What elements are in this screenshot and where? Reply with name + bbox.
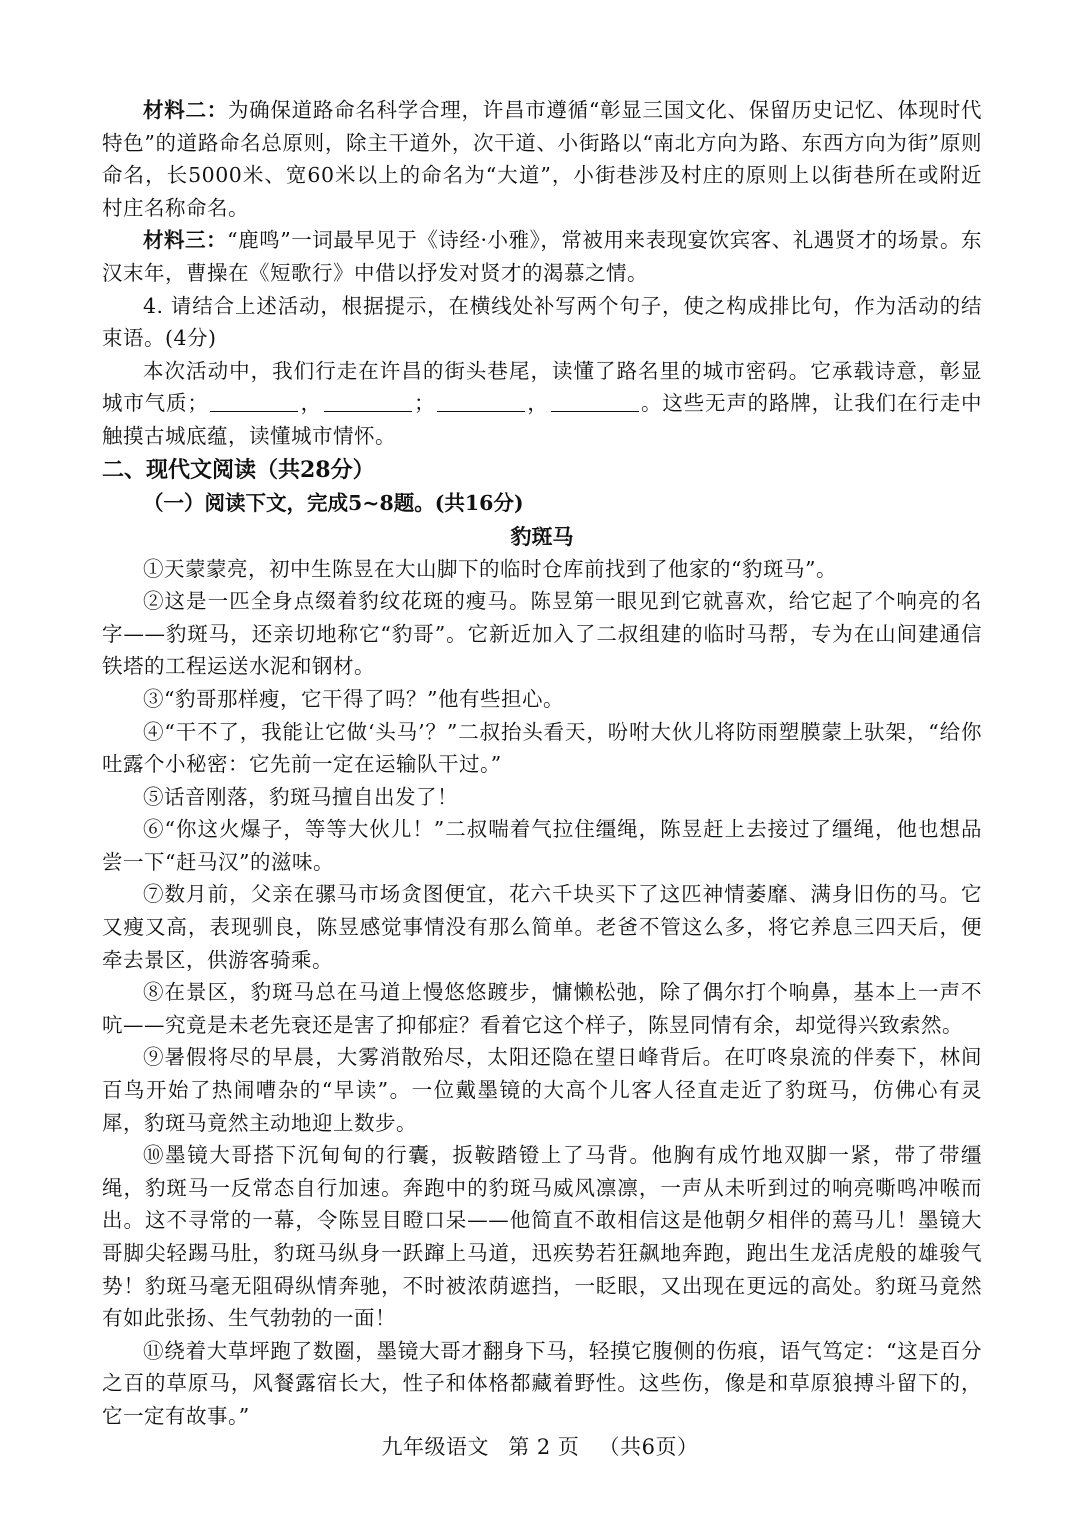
material-3-text: “鹿鸣”一词最早见于《诗经·小雅》，常被用来表现宴饮宾客、礼遇贤才的场景。东汉末年，曹操在《短歌行》中借以抒发对贤才的渴慕之情。 (102, 228, 982, 285)
page-content (102, 94, 982, 1433)
answer-blank-4[interactable] (551, 393, 639, 412)
article-paragraph: ③“豹哥那样瘦，它干得了吗？”他有些担心。 (143, 686, 564, 711)
footer-subject: 九年级语文 (381, 1435, 490, 1459)
material-2-text: 为确保道路命名科学合理，许昌市遵循“彰显三国文化、保留历史记忆、体现时代特色”的道路命名总原则，除主干道外，次干道、小街路以“南北方向为路、东西方向为街”原则命名，长5000米、宽60米以上的命名为“大道”，小街巷涉及村庄的原则上以街巷所在或附近村庄名称命名。 (102, 98, 983, 220)
article-paragraph: ①天蒙蒙亮，初中生陈昱在大山脚下的临时仓库前找到了他家的“豹斑马”。 (143, 556, 837, 581)
answer-blank-1[interactable] (210, 393, 298, 412)
article-paragraph: ⑥“你这火爆子，等等大伙儿！”二叔喘着气拉住缰绳，陈昱赶上去接过了缰绳，他也想品尝一下“赶马汉”的滋味。 (102, 817, 982, 874)
question-4-prompt: 4. 请结合上述活动，根据提示，在横线处补写两个句子，使之构成排比句，作为活动的结束语。(4分) (102, 293, 982, 351)
article-paragraph: ④“干不了，我能让它做‘头马’？”二叔抬头看天，吩咐大伙儿将防雨塑膜蒙上驮架，“给你吐露个小秘密：它先前一定在运输队干过。” (102, 719, 982, 777)
footer-total-pages: （共6页） (598, 1435, 699, 1459)
section-2-title: 二、现代文阅读（共28分） (102, 456, 375, 483)
answer-blank-2[interactable] (324, 393, 412, 412)
answer-text-after: 。这些无声的路牌，让我们在行走中触摸古城底蕴，读懂城市情怀。 (102, 391, 983, 448)
material-2-label: 材料二： (143, 98, 228, 122)
question-4-answer-text (102, 355, 982, 453)
footer-page-number: 第 2 页 (508, 1435, 580, 1459)
answer-separator-2: ； (414, 391, 436, 416)
article-paragraph: ⑤话音刚落，豹斑马擅自出发了！ (143, 784, 458, 809)
article-paragraph: ②这是一匹全身点缀着豹纹花斑的瘦马。陈昱第一眼见到它就喜欢，给它起了个响亮的名字——豹斑马，还亲切地称它“豹哥”。它新近加入了二叔组建的临时马帮，专为在山间建通信铁塔的工程运送水泥和钢材。 (102, 589, 982, 679)
article-paragraph: ⑦数月前，父亲在骡马市场贪图便宜，花六千块买下了这匹神情萎靡、满身旧伤的马。它又瘦又高，表现驯良，陈昱感觉事情没有那么简单。老爸不管这么多，将它养息三四天后，便牵去景区，供游客骑乘。 (102, 882, 982, 972)
material-2 (102, 94, 982, 224)
answer-blank-3[interactable] (437, 393, 525, 412)
answer-separator-3: ， (527, 391, 549, 416)
article-title: 豹斑马 (510, 523, 574, 549)
article-paragraph: ⑩墨镜大哥搭下沉甸甸的行囊，扳鞍踏镫上了马背。他胸有成竹地双脚一紧，带了带缰绳，豹斑马一反常态自行加速。奔跑中的豹斑马威风凛凛，一声从未听到过的响亮嘶鸣冲喉而出。这不寻常的一幕，令陈昱目瞪口呆——他简直不敢相信这是他朝夕相伴的蔫马儿！墨镜大哥脚尖轻踢马肚，豹斑马纵身一跃蹿上马道，迅疾势若狂飙地奔跑，跑出生龙活虎般的雄骏气势！豹斑马毫无阻碍纵情奔驰，不时被浓荫遮挡，一眨眼，又出现在更远的高处。豹斑马竟然有如此张扬、生气勃勃的一面！ (102, 1143, 982, 1331)
article-paragraph: ⑪绕着大草坪跑了数圈，墨镜大哥才翻身下马，轻摸它腹侧的伤痕，语气笃定：“这是百分之百的草原马，风餐露宿长大，性子和体格都藏着野性。这些伤，像是和草原狼搏斗留下的，它一定有故事。” (102, 1338, 982, 1428)
page-footer (0, 1432, 1080, 1462)
article-paragraph: ⑨暑假将尽的早晨，大雾消散殆尽，太阳还隐在望日峰背后。在叮咚泉流的伴奏下，林间百鸟开始了热闹嘈杂的“早读”。一位戴墨镜的大高个儿客人径直走近了豹斑马，仿佛心有灵犀，豹斑马竟然主动地迎上数步。 (102, 1045, 982, 1135)
material-3-label: 材料三： (143, 228, 228, 253)
answer-text-before: 本次活动中，我们行走在许昌的街头巷尾，读懂了路名里的城市密码。它承载诗意，彰显城市气质； (102, 358, 982, 416)
article-paragraph: ⑧在景区，豹斑马总在马道上慢悠悠踱步，慵懒松弛，除了偶尔打个响鼻，基本上一声不吭——究竟是未老先衰还是害了抑郁症？看着它这个样子，陈昱同情有余，却觉得兴致索然。 (102, 980, 982, 1037)
material-3 (102, 224, 982, 289)
section-2-part-1-title: （一）阅读下文，完成5~8题。(共16分) (143, 490, 524, 515)
answer-separator-1: ， (300, 391, 323, 416)
